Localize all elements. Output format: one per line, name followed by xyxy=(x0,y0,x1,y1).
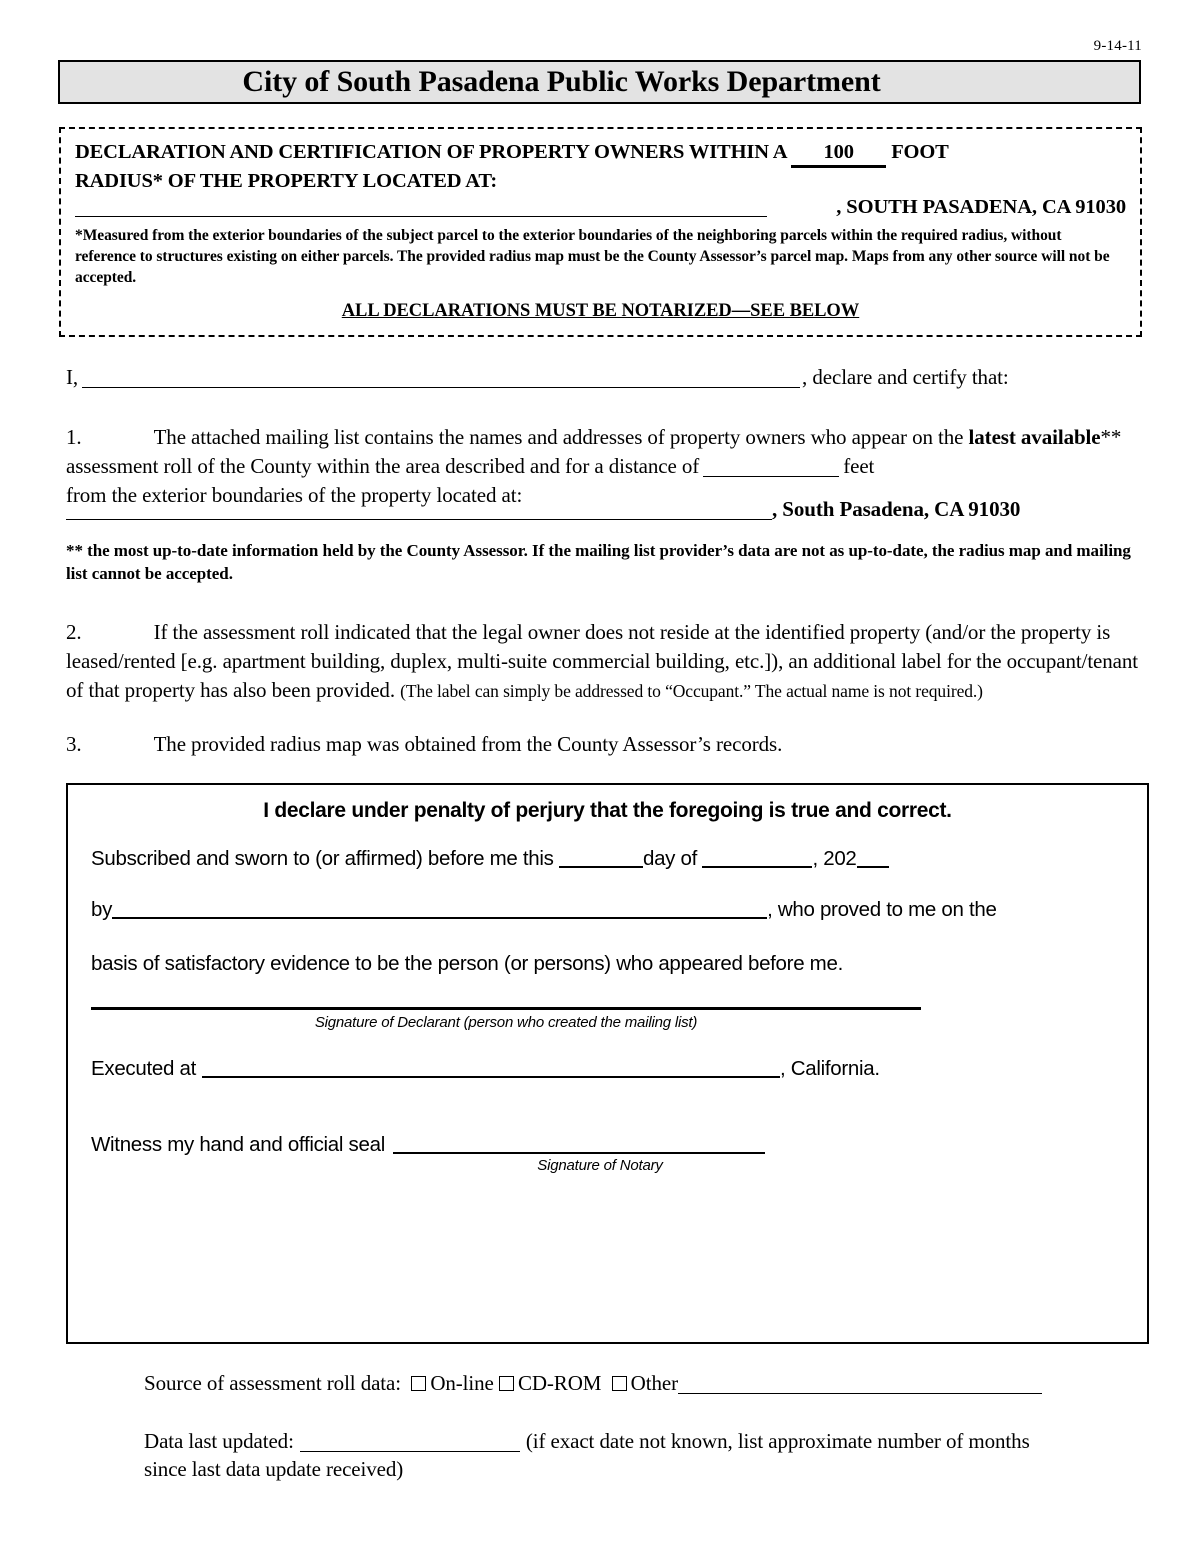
subscribed-text-c: , 202 xyxy=(812,847,857,870)
paragraph-2 xyxy=(66,618,1142,704)
assessor-footnote: ** the most up-to-date information held by the County Assessor. If the mailing list provider’s data are not as up-to-date, the radius map and mailing list cannot be accepted. xyxy=(66,541,1131,583)
assessment-source-row xyxy=(144,1371,1144,1396)
data-updated-note-a: (if exact date not known, list approximate number of months xyxy=(525,1429,1030,1453)
checkbox-cdrom-icon[interactable] xyxy=(499,1376,514,1391)
revision-date: 9-14-11 xyxy=(1093,38,1142,54)
witness-label: Witness my hand and official seal xyxy=(91,1133,385,1156)
notary-signature-input[interactable] xyxy=(393,1152,765,1154)
notary-month-input[interactable] xyxy=(702,866,812,868)
paragraph-1-text-d: from the exterior boundaries of the property located at: xyxy=(66,482,523,507)
paragraph-2-parenthetical: (The label can simply be addressed to “Occupant.” The actual name is not required.) xyxy=(400,680,983,701)
declaration-heading-box xyxy=(59,127,1142,337)
executed-at-line xyxy=(91,1057,880,1081)
option-online-label: On-line xyxy=(430,1371,494,1395)
declarant-name-line xyxy=(66,363,1142,392)
notary-year-input[interactable] xyxy=(857,866,889,868)
property-address-suffix-2: , South Pasadena, CA 91030 xyxy=(772,497,1021,521)
executed-location-input[interactable] xyxy=(202,1076,780,1078)
subscribed-text-b: day of xyxy=(642,847,698,870)
paragraph-1-number: 1. xyxy=(66,425,82,449)
distance-feet-input[interactable] xyxy=(703,476,839,477)
radius-footnote: *Measured from the exterior boundaries of the subject parcel to the exterior boundaries of the neighboring parcels within the required radius, without reference to structures existing on either parcels. The provided radius map must be the County Assessor’s parcel map. Maps from any other source will not be accepted. xyxy=(75,227,1110,286)
property-address-row-2 xyxy=(66,497,1142,522)
declarant-signature-caption: Signature of Declarant (person who created the mailing list) xyxy=(314,1014,698,1031)
perjury-statement: I declare under penalty of perjury that the foregoing is true and correct. xyxy=(263,799,952,822)
declarant-prefix: I, xyxy=(66,365,79,389)
declarant-signature-input[interactable] xyxy=(91,1007,921,1010)
paragraph-1-text-c: feet xyxy=(843,453,875,478)
page-title: City of South Pasadena Public Works Department xyxy=(242,65,881,98)
declaration-heading xyxy=(75,139,1126,194)
declaration-address-row xyxy=(75,196,1126,219)
data-last-updated-row xyxy=(144,1428,1144,1484)
subscribed-text-a: Subscribed and sworn to (or affirmed) before me this xyxy=(91,847,554,870)
notary-acknowledgment-box xyxy=(66,783,1149,1344)
paragraph-1-text-b: ** assessment roll of the County within the area described and for a distance of xyxy=(66,425,1122,478)
declarant-name-input[interactable] xyxy=(82,387,800,388)
notary-signer-name-input[interactable] xyxy=(112,917,767,919)
paragraph-3-number: 3. xyxy=(66,732,82,756)
data-updated-input[interactable] xyxy=(300,1451,520,1452)
declaration-address-suffix: , SOUTH PASADENA, CA 91030 xyxy=(836,196,1126,219)
notary-by-line xyxy=(91,898,997,922)
declarant-suffix: , declare and certify that: xyxy=(802,365,1009,389)
notary-day-input[interactable] xyxy=(559,866,643,868)
data-updated-note-b: since last data update received) xyxy=(144,1456,404,1481)
notary-signature-caption: Signature of Notary xyxy=(537,1157,663,1174)
declaration-heading-part1: DECLARATION AND CERTIFICATION OF PROPERTY OWNERS WITHIN A xyxy=(75,141,787,163)
option-other-input[interactable] xyxy=(678,1393,1042,1394)
executed-label: Executed at xyxy=(91,1057,196,1080)
declaration-heading-part2: FOOT xyxy=(891,141,949,163)
paragraph-3 xyxy=(66,730,1142,759)
radius-feet-field[interactable]: 100 xyxy=(791,139,886,168)
declaration-heading-line2: RADIUS* OF THE PROPERTY LOCATED AT: xyxy=(75,170,498,193)
declaration-address-input[interactable] xyxy=(75,216,767,217)
executed-suffix: , California. xyxy=(779,1057,880,1080)
by-suffix: , who proved to me on the xyxy=(767,898,997,921)
checkbox-other-icon[interactable] xyxy=(612,1376,627,1391)
notary-basis-line: basis of satisfactory evidence to be the person (or persons) who appeared before me. xyxy=(91,952,843,975)
witness-seal-line xyxy=(91,1133,765,1157)
option-cdrom-label: CD-ROM xyxy=(517,1371,602,1395)
paragraph-2-text: If the assessment roll indicated that the legal owner does not reside at the identified property (and/or the property is leased/rented [e.g. apartment building, duplex, multi-suite commercial building, etc.]), an additional label for the occupant/tenant of that property has also been provided. xyxy=(66,620,1139,702)
paragraph-1-text-a: The attached mailing list contains the names and addresses of property owners who appear on the xyxy=(153,425,969,449)
subscribed-sworn-line xyxy=(91,847,889,871)
property-address-input-2[interactable] xyxy=(66,519,772,520)
data-updated-label: Data last updated: xyxy=(144,1429,294,1453)
checkbox-online-icon[interactable] xyxy=(411,1376,426,1391)
assessment-source-label: Source of assessment roll data: xyxy=(144,1371,402,1395)
department-header-banner xyxy=(58,60,1141,104)
paragraph-3-text: The provided radius map was obtained from the County Assessor’s records. xyxy=(153,732,783,756)
paragraph-2-number: 2. xyxy=(66,620,82,644)
notarization-notice-text: ALL DECLARATIONS MUST BE NOTARIZED—SEE BELOW xyxy=(341,301,860,322)
paragraph-1-bold: latest available xyxy=(968,425,1101,449)
notarization-notice xyxy=(75,301,1126,322)
by-label: by xyxy=(91,898,113,921)
option-other-label: Other xyxy=(630,1371,678,1395)
